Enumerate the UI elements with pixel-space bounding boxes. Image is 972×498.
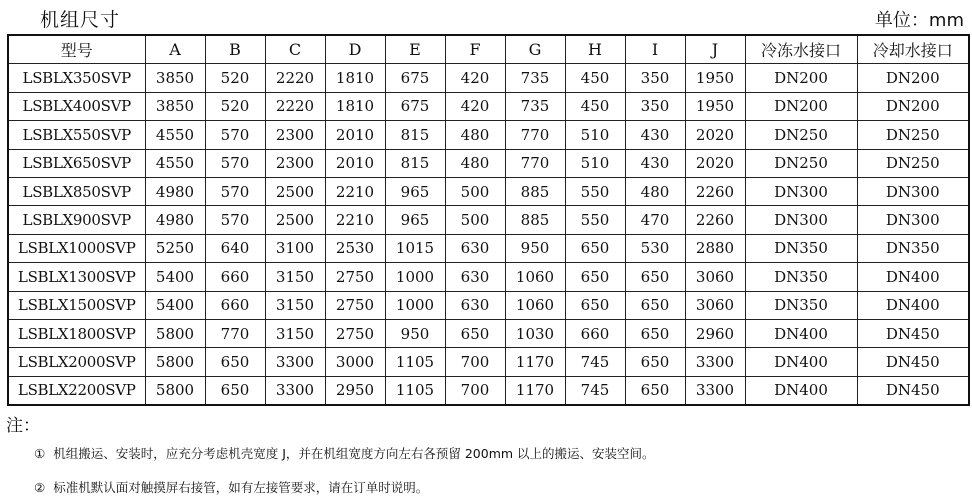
table-cell: 5800	[145, 319, 205, 347]
table-cell: DN300	[857, 177, 969, 205]
table-cell: 470	[625, 206, 685, 234]
table-cell: 4550	[145, 121, 205, 149]
table-cell: 2750	[325, 291, 385, 319]
table-cell: 2260	[685, 206, 745, 234]
table-cell: 1000	[385, 291, 445, 319]
table-cell: 1105	[385, 348, 445, 376]
column-header: C	[265, 35, 325, 64]
table-cell: DN250	[745, 149, 857, 177]
table-cell: 570	[205, 177, 265, 205]
table-cell: 420	[445, 64, 505, 92]
table-cell: 1060	[505, 291, 565, 319]
table-cell: 5400	[145, 291, 205, 319]
table-cell: 5250	[145, 234, 205, 262]
table-cell: DN400	[857, 263, 969, 291]
table-cell: 3060	[685, 291, 745, 319]
table-cell: 650	[565, 234, 625, 262]
table-cell: 3850	[145, 92, 205, 120]
table-cell: 510	[565, 149, 625, 177]
table-row	[8, 92, 969, 120]
table-cell: DN400	[745, 348, 857, 376]
table-cell: 950	[385, 319, 445, 347]
table-cell: 350	[625, 64, 685, 92]
section-title: 机组尺寸	[40, 9, 121, 31]
table-cell: 510	[565, 121, 625, 149]
table-cell: 815	[385, 121, 445, 149]
table-cell: 630	[445, 291, 505, 319]
table-cell: 430	[625, 121, 685, 149]
column-header: H	[565, 35, 625, 64]
table-cell: 1015	[385, 234, 445, 262]
table-cell: DN450	[857, 319, 969, 347]
note-item	[34, 478, 428, 496]
table-cell: 1950	[685, 64, 745, 92]
table-cell: 480	[445, 121, 505, 149]
table-cell: 3850	[145, 64, 205, 92]
table-cell: 3150	[265, 263, 325, 291]
table-cell: 5800	[145, 348, 205, 376]
table-cell: 550	[565, 177, 625, 205]
table-cell: DN400	[857, 291, 969, 319]
table-cell: DN450	[857, 376, 969, 405]
table-row	[8, 263, 969, 291]
notes-label: 注：	[6, 416, 40, 436]
table-cell: DN250	[857, 121, 969, 149]
table-row	[8, 291, 969, 319]
table-row	[8, 149, 969, 177]
table-cell: 480	[445, 149, 505, 177]
table-cell: 700	[445, 348, 505, 376]
column-header: D	[325, 35, 385, 64]
table-cell: 650	[565, 291, 625, 319]
table-cell: 650	[565, 263, 625, 291]
table-cell: 2880	[685, 234, 745, 262]
column-header: 型号	[8, 35, 145, 64]
unit-label: 单位：mm	[874, 10, 964, 31]
column-header: 冷冻水接口	[745, 35, 857, 64]
table-cell: 770	[205, 319, 265, 347]
table-row	[8, 121, 969, 149]
table-cell: DN300	[857, 206, 969, 234]
table-cell: 520	[205, 64, 265, 92]
table-cell: 3300	[265, 376, 325, 405]
table-cell: 3300	[685, 376, 745, 405]
table-cell: 650	[205, 348, 265, 376]
table-cell: 2750	[325, 263, 385, 291]
table-cell: 520	[205, 92, 265, 120]
note-text: 标准机默认面对触摸屏右接管，如有左接管要求，请在订单时说明。	[53, 480, 429, 495]
table-cell: 650	[625, 263, 685, 291]
table-cell: 2530	[325, 234, 385, 262]
column-header: I	[625, 35, 685, 64]
table-cell: 350	[625, 92, 685, 120]
table-cell: 3150	[265, 319, 325, 347]
table-cell: DN200	[745, 92, 857, 120]
table-cell: DN200	[745, 64, 857, 92]
table-cell: DN350	[745, 263, 857, 291]
table-cell: 630	[445, 234, 505, 262]
table-cell: 965	[385, 177, 445, 205]
table-cell: 770	[505, 149, 565, 177]
table-cell: 3300	[265, 348, 325, 376]
table-row	[8, 234, 969, 262]
table-cell: 3150	[265, 291, 325, 319]
table-cell: 5400	[145, 263, 205, 291]
model-cell: LSBLX350SVP	[8, 64, 145, 92]
table-cell: 965	[385, 206, 445, 234]
table-cell: 1170	[505, 348, 565, 376]
model-cell: LSBLX900SVP	[8, 206, 145, 234]
table-cell: 2500	[265, 206, 325, 234]
table-cell: 550	[565, 206, 625, 234]
column-header: J	[685, 35, 745, 64]
table-cell: 1810	[325, 92, 385, 120]
model-cell: LSBLX400SVP	[8, 92, 145, 120]
table-cell: 2300	[265, 121, 325, 149]
table-cell: 3300	[685, 348, 745, 376]
table-cell: 4980	[145, 177, 205, 205]
model-cell: LSBLX1800SVP	[8, 319, 145, 347]
table-cell: 570	[205, 149, 265, 177]
model-cell: LSBLX2000SVP	[8, 348, 145, 376]
table-cell: 650	[625, 348, 685, 376]
table-cell: DN350	[857, 234, 969, 262]
table-cell: 1950	[685, 92, 745, 120]
table-cell: DN250	[745, 121, 857, 149]
table-row	[8, 177, 969, 205]
table-cell: 420	[445, 92, 505, 120]
table-cell: 5800	[145, 376, 205, 405]
table-cell: 1105	[385, 376, 445, 405]
column-header: A	[145, 35, 205, 64]
table-body	[8, 64, 969, 405]
table-cell: 650	[625, 291, 685, 319]
table-cell: 735	[505, 64, 565, 92]
table-cell: 660	[205, 291, 265, 319]
model-cell: LSBLX550SVP	[8, 121, 145, 149]
table-cell: 815	[385, 149, 445, 177]
table-cell: 2020	[685, 149, 745, 177]
table-cell: 640	[205, 234, 265, 262]
table-cell: 500	[445, 177, 505, 205]
table-cell: 950	[505, 234, 565, 262]
table-row	[8, 206, 969, 234]
table-row	[8, 64, 969, 92]
table-cell: 1170	[505, 376, 565, 405]
table-cell: 2220	[265, 92, 325, 120]
table-cell: 735	[505, 92, 565, 120]
table-cell: 2010	[325, 121, 385, 149]
note-text: 机组搬运、安装时，应充分考虑机壳宽度 J，并在机组宽度方向左右各预留 200mm 以上的搬运、安装空间。	[53, 446, 655, 461]
table-cell: 450	[565, 92, 625, 120]
table-cell: 3100	[265, 234, 325, 262]
table-row	[8, 376, 969, 405]
table-cell: 2010	[325, 149, 385, 177]
table-cell: 745	[565, 376, 625, 405]
table-cell: 650	[205, 376, 265, 405]
header-row	[8, 35, 969, 64]
table-cell: 2220	[265, 64, 325, 92]
table-cell: 675	[385, 92, 445, 120]
table-cell: 430	[625, 149, 685, 177]
column-header: B	[205, 35, 265, 64]
table-cell: 2500	[265, 177, 325, 205]
table-cell: 480	[625, 177, 685, 205]
table-cell: 2210	[325, 177, 385, 205]
column-header: E	[385, 35, 445, 64]
table-cell: DN300	[745, 177, 857, 205]
table-cell: 3000	[325, 348, 385, 376]
table-cell: 530	[625, 234, 685, 262]
table-cell: 650	[625, 319, 685, 347]
table-cell: 675	[385, 64, 445, 92]
table-cell: 885	[505, 206, 565, 234]
model-cell: LSBLX1500SVP	[8, 291, 145, 319]
model-cell: LSBLX2200SVP	[8, 376, 145, 405]
column-header: F	[445, 35, 505, 64]
table-row	[8, 319, 969, 347]
table-header	[8, 35, 969, 64]
table-cell: DN200	[857, 92, 969, 120]
table-cell: 1810	[325, 64, 385, 92]
table-cell: 885	[505, 177, 565, 205]
table-row	[8, 348, 969, 376]
table-cell: 2260	[685, 177, 745, 205]
table-cell: 500	[445, 206, 505, 234]
table-cell: DN400	[745, 319, 857, 347]
table-cell: DN400	[745, 376, 857, 405]
table-cell: DN250	[857, 149, 969, 177]
table-cell: 700	[445, 376, 505, 405]
model-cell: LSBLX1000SVP	[8, 234, 145, 262]
model-cell: LSBLX1300SVP	[8, 263, 145, 291]
table-cell: 570	[205, 121, 265, 149]
table-cell: 570	[205, 206, 265, 234]
table-cell: DN350	[745, 291, 857, 319]
table-cell: 745	[565, 348, 625, 376]
column-header: 冷却水接口	[857, 35, 969, 64]
table-cell: 2020	[685, 121, 745, 149]
table-cell: 630	[445, 263, 505, 291]
table-cell: 2950	[325, 376, 385, 405]
model-cell: LSBLX650SVP	[8, 149, 145, 177]
table-cell: 660	[205, 263, 265, 291]
table-cell: 2750	[325, 319, 385, 347]
table-cell: 1060	[505, 263, 565, 291]
table-cell: 2960	[685, 319, 745, 347]
table-cell: 770	[505, 121, 565, 149]
table-cell: 4980	[145, 206, 205, 234]
note-marker: ②	[34, 480, 46, 495]
column-header: G	[505, 35, 565, 64]
note-item	[34, 444, 655, 462]
table-cell: 650	[625, 376, 685, 405]
table-cell: 2300	[265, 149, 325, 177]
table-cell: DN300	[745, 206, 857, 234]
table-cell: 660	[565, 319, 625, 347]
table-cell: DN200	[857, 64, 969, 92]
table-cell: 4550	[145, 149, 205, 177]
table-cell: DN350	[745, 234, 857, 262]
table-cell: 3060	[685, 263, 745, 291]
table-cell: 1000	[385, 263, 445, 291]
table-cell: 450	[565, 64, 625, 92]
table-cell: 1030	[505, 319, 565, 347]
model-cell: LSBLX850SVP	[8, 177, 145, 205]
note-marker: ①	[34, 446, 46, 461]
table-cell: DN450	[857, 348, 969, 376]
table-cell: 2210	[325, 206, 385, 234]
dimensions-table	[7, 34, 970, 406]
table-cell: 650	[445, 319, 505, 347]
